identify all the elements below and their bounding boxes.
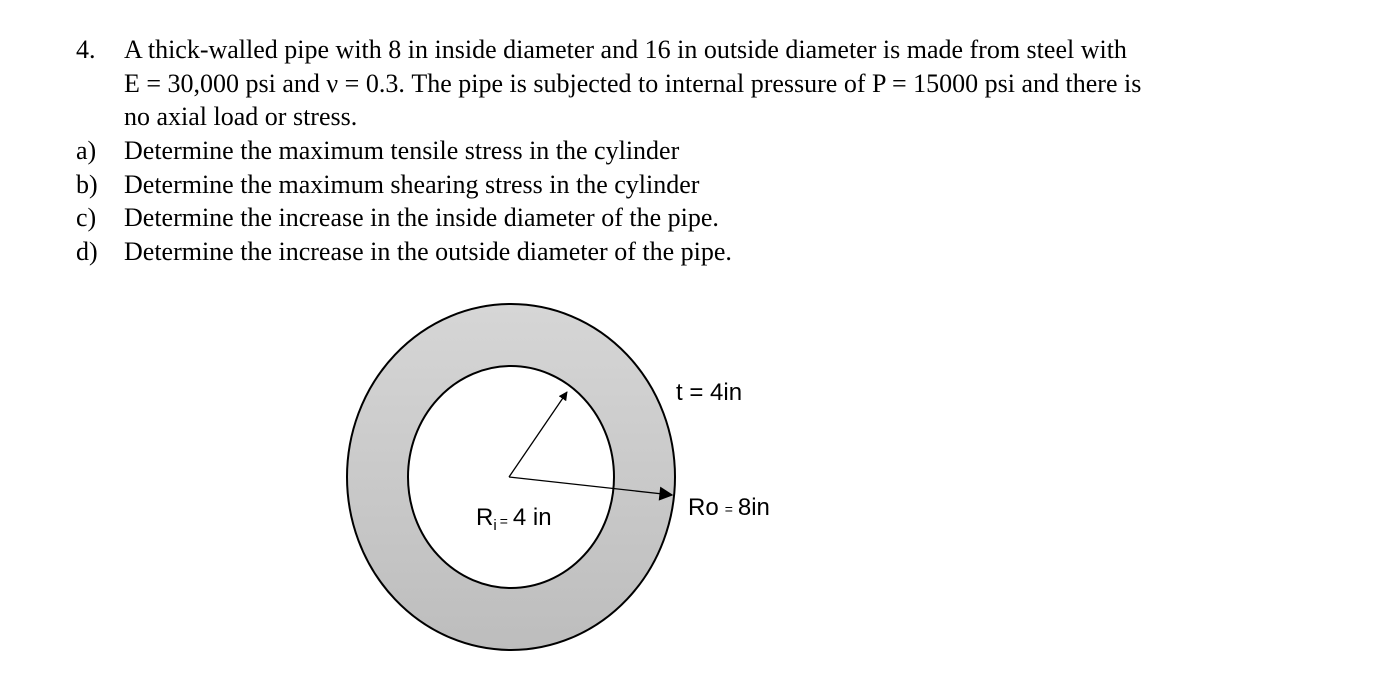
part-a-marker: a) [76,136,97,165]
ri-equals: = [499,513,508,529]
outer-radius-label [688,494,770,521]
thickness-label: t = 4in [676,379,743,406]
statement-text-1: A thick-walled pipe with 8 in inside diameter and 16 in outside diameter is made from steel with [124,35,1127,64]
part-c-marker: c) [76,203,97,232]
inner-radius-label [476,504,552,534]
part-b-marker: b) [76,170,98,199]
part-c-text: Determine the increase in the inside diameter of the pipe. [124,203,719,232]
part-d-text: Determine the increase in the outside diameter of the pipe. [124,237,732,266]
part-a-text: Determine the maximum tensile stress in the cylinder [124,136,680,165]
statement-text-3: no axial load or stress. [124,102,358,131]
problem-number: 4. [76,35,96,64]
statement-text-2: E = 30,000 psi and ν = 0.3. The pipe is subjected to internal pressure of P = 15000 psi and there is [124,69,1142,98]
ri-symbol: R [476,504,494,531]
ro-equals: = [724,501,733,517]
part-d-marker: d) [76,237,98,266]
ro-symbol: Ro [688,494,719,521]
ri-value: 4 in [512,504,552,531]
part-b-text: Determine the maximum shearing stress in the cylinder [124,170,700,199]
ro-value: 8in [737,494,770,521]
ri-subscript: i [493,517,497,534]
